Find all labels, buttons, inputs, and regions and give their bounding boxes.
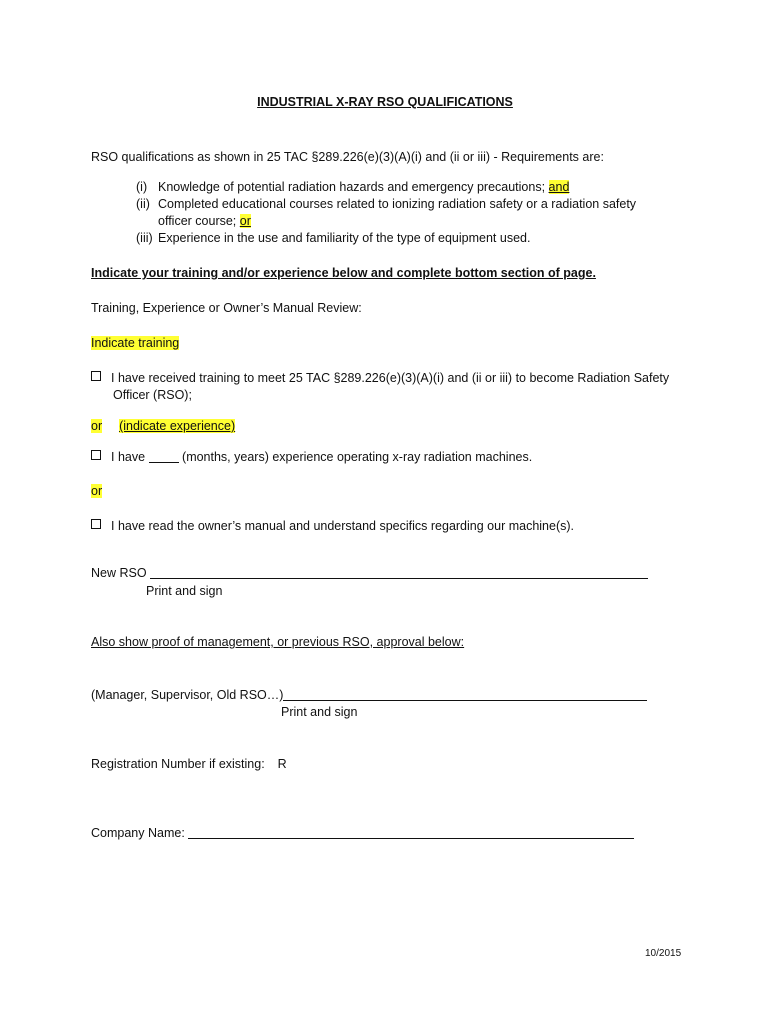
company-label: Company Name:	[91, 826, 185, 840]
form-title: INDUSTRIAL X-RAY RSO QUALIFICATIONS	[257, 95, 513, 109]
requirement-2	[136, 197, 636, 211]
requirement-3	[136, 231, 530, 245]
option-experience-post: (months, years) experience operating x-ray radiation machines.	[182, 450, 533, 464]
requirement-1	[136, 180, 569, 194]
requirement-connector-and: and	[548, 180, 570, 194]
requirement-2-cont	[158, 214, 251, 228]
experience-checkbox[interactable]	[91, 450, 101, 460]
or-experience-row	[91, 419, 235, 433]
proof-heading: Also show proof of management, or previous RSO, approval below:	[91, 635, 465, 649]
requirement-text-cont: officer course;	[158, 214, 237, 228]
new-rso-signature-line[interactable]	[150, 566, 648, 579]
option-training-cont: Officer (RSO);	[113, 388, 192, 402]
requirement-num: (i)	[136, 180, 148, 194]
instruction-text: Indicate your training and/or experience below and complete bottom section of page.	[91, 266, 596, 280]
registration-value[interactable]: R	[277, 757, 287, 771]
indicate-training-label: Indicate training	[91, 336, 180, 350]
option-training-text: I have received training to meet 25 TAC §289.226(e)(3)(A)(i) and (ii or iii) to become Radiation Safety	[111, 371, 670, 385]
requirement-num: (ii)	[136, 197, 150, 211]
option-experience-pre: I have	[111, 450, 146, 464]
print-sign-label-2: Print and sign	[281, 705, 358, 719]
new-rso-label: New RSO	[91, 566, 147, 580]
manager-signature-line[interactable]	[283, 688, 647, 701]
registration-label: Registration Number if existing:	[91, 757, 265, 771]
experience-duration-field[interactable]	[149, 450, 179, 463]
requirement-text: Completed educational courses related to ionizing radiation safety or a radiation safety	[158, 197, 637, 211]
company-row	[91, 826, 634, 840]
company-name-field[interactable]	[188, 826, 634, 839]
registration-row	[91, 757, 287, 771]
indicate-experience-label: (indicate experience)	[119, 419, 236, 433]
requirement-num: (iii)	[136, 231, 153, 245]
option-manual	[91, 519, 574, 533]
option-experience	[91, 450, 532, 464]
training-checkbox[interactable]	[91, 371, 101, 381]
requirement-text: Knowledge of potential radiation hazards and emergency precautions;	[158, 180, 546, 194]
requirement-connector-or: or	[239, 214, 251, 228]
print-sign-label: Print and sign	[146, 584, 223, 598]
or-label-2: or	[91, 484, 103, 498]
manager-label: (Manager, Supervisor, Old RSO…)	[91, 688, 284, 702]
manual-checkbox[interactable]	[91, 519, 101, 529]
footer-date: 10/2015	[645, 948, 682, 959]
or-label: or	[91, 419, 103, 433]
option-training	[91, 371, 669, 385]
requirement-text: Experience in the use and familiarity of the type of equipment used.	[158, 231, 531, 245]
intro-text: RSO qualifications as shown in 25 TAC §289.226(e)(3)(A)(i) and (ii or iii) - Requirements are:	[91, 150, 604, 164]
manager-row	[91, 688, 647, 702]
new-rso-row	[91, 566, 648, 580]
option-manual-text: I have read the owner’s manual and understand specifics regarding our machine(s).	[111, 519, 574, 533]
section-label: Training, Experience or Owner’s Manual Review:	[91, 301, 362, 315]
